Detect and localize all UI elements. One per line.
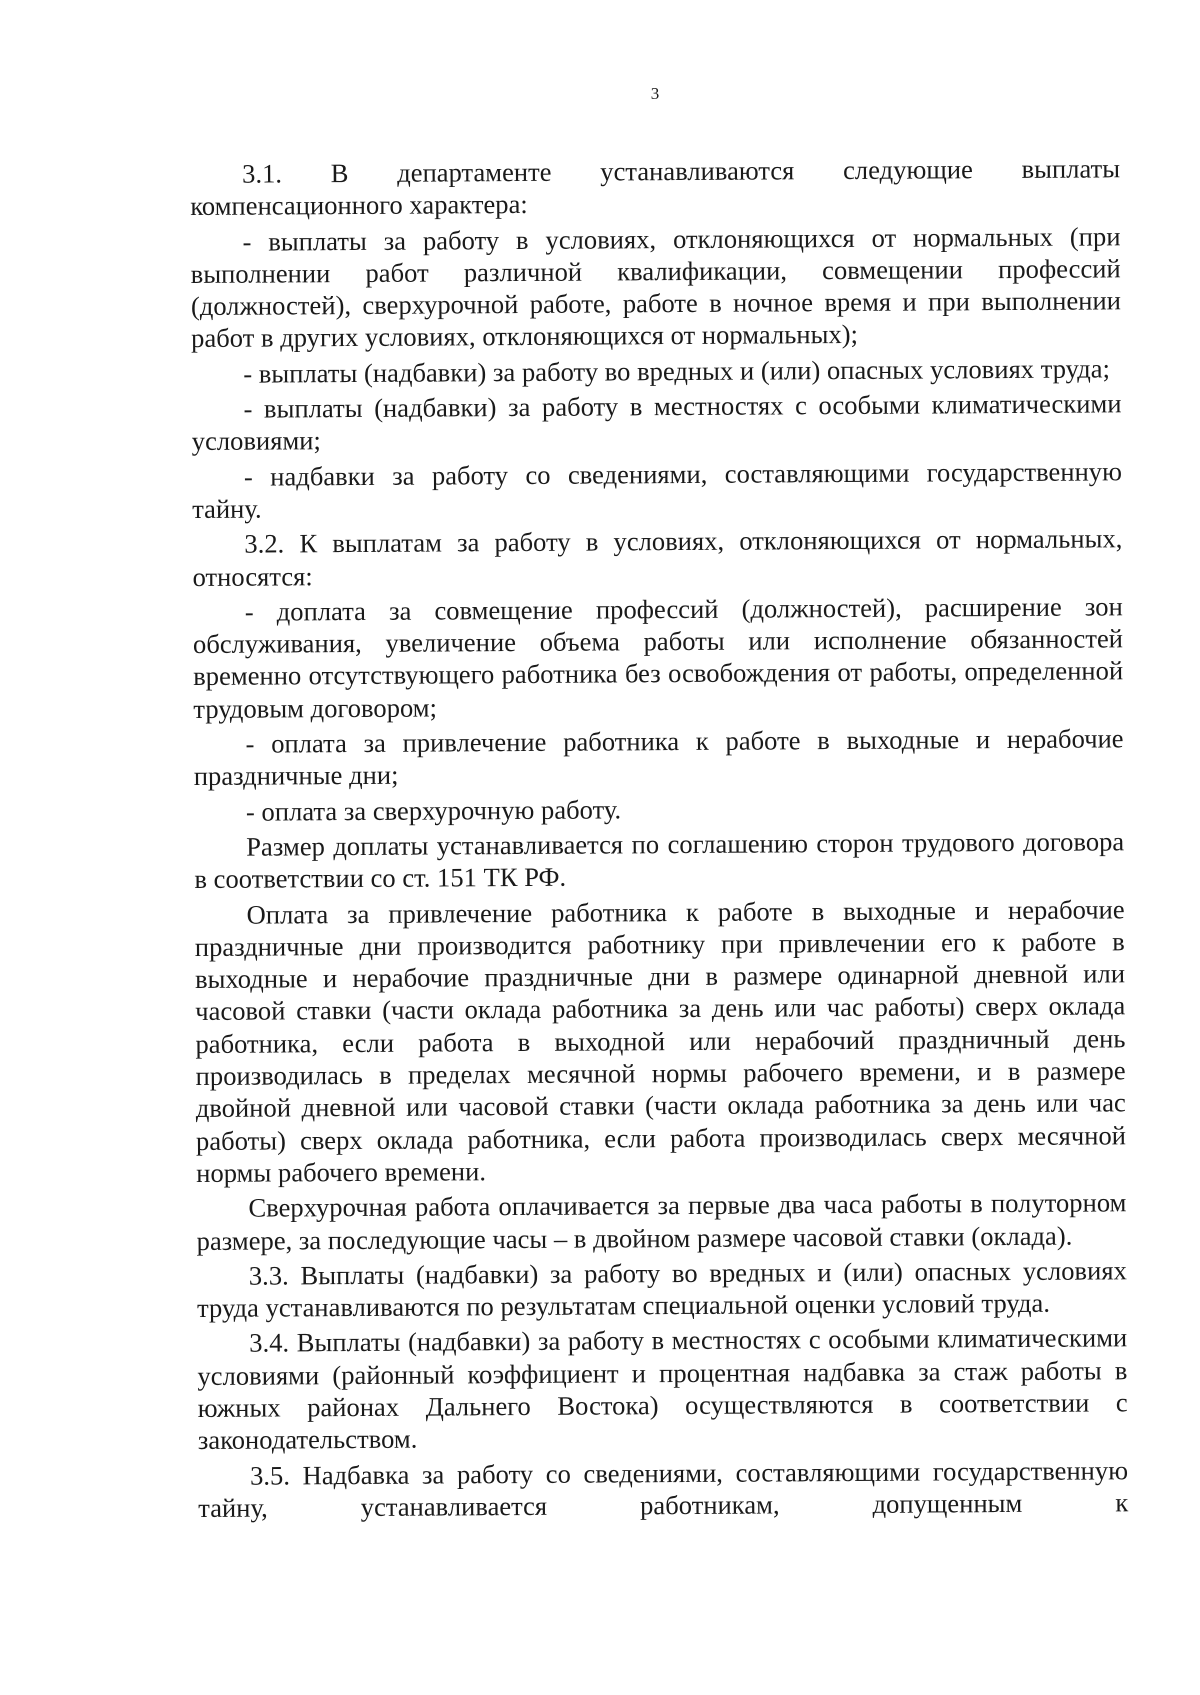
paragraph-3-2: 3.2. К выплатам за работу в условиях, отклоняющихся от нормальных, относятся: [192,523,1123,592]
paragraph-3-1: 3.1. В департаменте устанавливаются следующие выплаты компенсационного характера: [190,153,1121,222]
list-item-climate: - выплаты (надбавки) за работу в местностях с особыми климатическими условиями; [191,388,1122,457]
paragraph-3-3: 3.3. Выплаты (надбавки) за работу во вредных и (или) опасных условиях труда устанавливаются по результатам специальной оценки условий труда. [196,1255,1127,1324]
list-item-weekend: - оплата за привлечение работника к работе в выходные и нерабочие праздничные дни; [193,723,1124,792]
list-item-combination: - доплата за совмещение профессий (должностей), расширение зон обслуживания, увеличение объема работы или исполнение обязанностей временно отсутствующего работника без освобождения от работы, определенной трудовым договором; [192,591,1124,724]
paragraph-surcharge-size: Размер доплаты устанавливается по соглашению сторон трудового договора в соответствии со ст. 151 ТК РФ. [194,826,1125,895]
list-item-harmful: - выплаты (надбавки) за работу во вредных и (или) опасных условиях труда; [243,353,1111,389]
paragraph-overtime-pay: Сверхурочная работа оплачивается за первые два часа работы в полуторном размере, за последующие часы – в двойном размере часовой ставки (оклада). [196,1187,1127,1256]
document-body [190,152,1128,1524]
paragraph-weekend-pay: Оплата за привлечение работника к работе в выходные и нерабочие праздничные дни производится работнику при привлечении его к работе в выходные и нерабочие праздничные дни в размере одинарной дневной или часовой ставки (части оклада работника за день или час работы) сверх оклада работника, если работа в выходной или нерабочий праздничный день производилась в пределах месячной нормы рабочего времени, и в размере двойной дневной или часовой ставки (части оклада работника за день или час работы) сверх оклада работника, если работа производилась сверх месячной нормы рабочего времени. [194,893,1127,1188]
list-item-state-secret: - надбавки за работу со сведениями, составляющими государственную тайну. [192,455,1123,524]
list-item-conditions: - выплаты за работу в условиях, отклоняющихся от нормальных (при выполнении работ различной квалификации, совмещении профессий (должностей), сверхурочной работе, работе в ночное время и при выполнении работ в других условиях, отклоняющихся от нормальных); [190,220,1121,354]
paragraph-3-4: 3.4. Выплаты (надбавки) за работу в местностях с особыми климатическими условиями (районный коэффициент и процентная надбавка за стаж работы в южных районах Дальнего Востока) осуществляются в соответствии с законодательством. [197,1322,1128,1456]
paragraph-3-5: 3.5. Надбавка за работу со сведениями, составляющими государственную тайну, устанавливается работникам, допущенным к [198,1454,1129,1523]
page-number: 3 [650,84,660,103]
list-item-overtime: - оплата за сверхурочную работу. [245,794,622,827]
